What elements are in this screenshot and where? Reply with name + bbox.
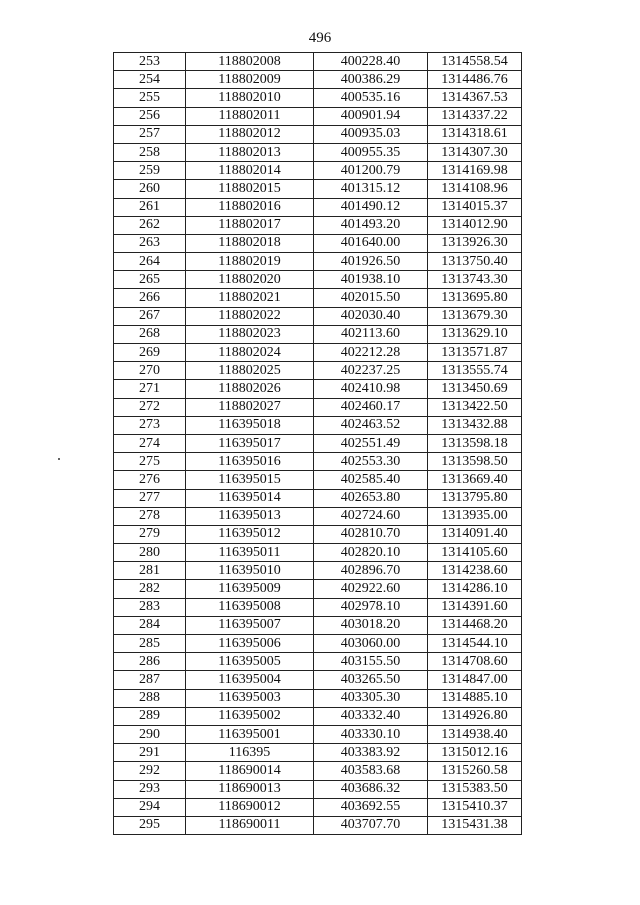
point-id-cell: 116395011: [186, 544, 314, 562]
point-number-cell: 263: [114, 234, 186, 252]
table-row: [114, 89, 522, 107]
y-coordinate-cell: 1315260.58: [428, 762, 522, 780]
table-row: [114, 562, 522, 580]
point-number-cell: 255: [114, 89, 186, 107]
point-number-cell: 262: [114, 216, 186, 234]
x-coordinate-cell: 402724.60: [314, 507, 428, 525]
y-coordinate-cell: 1313926.30: [428, 234, 522, 252]
point-number-cell: 273: [114, 416, 186, 434]
point-number-cell: 277: [114, 489, 186, 507]
point-number-cell: 261: [114, 198, 186, 216]
table-row: [114, 289, 522, 307]
y-coordinate-cell: 1314337.22: [428, 107, 522, 125]
y-coordinate-cell: 1314105.60: [428, 544, 522, 562]
point-id-cell: 118802015: [186, 180, 314, 198]
x-coordinate-cell: 402551.49: [314, 434, 428, 452]
point-number-cell: 260: [114, 180, 186, 198]
stray-mark: [58, 458, 60, 460]
x-coordinate-cell: 401640.00: [314, 234, 428, 252]
point-id-cell: 116395007: [186, 616, 314, 634]
point-id-cell: 118802022: [186, 307, 314, 325]
table-row: [114, 507, 522, 525]
point-id-cell: 116395002: [186, 707, 314, 725]
table-row: [114, 180, 522, 198]
y-coordinate-cell: 1313679.30: [428, 307, 522, 325]
table-row: [114, 325, 522, 343]
point-number-cell: 286: [114, 653, 186, 671]
x-coordinate-cell: 403707.70: [314, 816, 428, 834]
point-id-cell: 116395009: [186, 580, 314, 598]
point-number-cell: 266: [114, 289, 186, 307]
point-id-cell: 118802024: [186, 344, 314, 362]
table-row: [114, 525, 522, 543]
point-id-cell: 118802009: [186, 71, 314, 89]
point-number-cell: 276: [114, 471, 186, 489]
point-number-cell: 290: [114, 725, 186, 743]
point-number-cell: 253: [114, 53, 186, 71]
table-row: [114, 471, 522, 489]
table-row: [114, 53, 522, 71]
x-coordinate-cell: 402585.40: [314, 471, 428, 489]
table-row: [114, 125, 522, 143]
point-number-cell: 269: [114, 344, 186, 362]
y-coordinate-cell: 1315410.37: [428, 798, 522, 816]
y-coordinate-cell: 1313450.69: [428, 380, 522, 398]
point-number-cell: 275: [114, 453, 186, 471]
point-id-cell: 116395016: [186, 453, 314, 471]
x-coordinate-cell: 400535.16: [314, 89, 428, 107]
table-row: [114, 234, 522, 252]
point-id-cell: 118802019: [186, 253, 314, 271]
point-id-cell: 118802008: [186, 53, 314, 71]
y-coordinate-cell: 1314091.40: [428, 525, 522, 543]
point-id-cell: 118802013: [186, 143, 314, 161]
y-coordinate-cell: 1313669.40: [428, 471, 522, 489]
point-id-cell: 118690013: [186, 780, 314, 798]
y-coordinate-cell: 1313795.80: [428, 489, 522, 507]
point-id-cell: 116395006: [186, 635, 314, 653]
table-row: [114, 434, 522, 452]
point-id-cell: 116395014: [186, 489, 314, 507]
y-coordinate-cell: 1314558.54: [428, 53, 522, 71]
table-row: [114, 271, 522, 289]
point-id-cell: 118802025: [186, 362, 314, 380]
table-row: [114, 453, 522, 471]
point-number-cell: 254: [114, 71, 186, 89]
point-id-cell: 118802023: [186, 325, 314, 343]
point-number-cell: 256: [114, 107, 186, 125]
x-coordinate-cell: 402015.50: [314, 289, 428, 307]
y-coordinate-cell: 1314286.10: [428, 580, 522, 598]
point-id-cell: 116395003: [186, 689, 314, 707]
table-row: [114, 362, 522, 380]
y-coordinate-cell: 1315012.16: [428, 744, 522, 762]
point-number-cell: 287: [114, 671, 186, 689]
y-coordinate-cell: 1314012.90: [428, 216, 522, 234]
y-coordinate-cell: 1313743.30: [428, 271, 522, 289]
y-coordinate-cell: 1314544.10: [428, 635, 522, 653]
table-row: [114, 253, 522, 271]
page-number: 496: [308, 30, 332, 46]
point-id-cell: 116395005: [186, 653, 314, 671]
table-row: [114, 598, 522, 616]
table-row: [114, 380, 522, 398]
y-coordinate-cell: 1313598.50: [428, 453, 522, 471]
table-row: [114, 198, 522, 216]
point-number-cell: 279: [114, 525, 186, 543]
point-number-cell: 289: [114, 707, 186, 725]
y-coordinate-cell: 1314318.61: [428, 125, 522, 143]
y-coordinate-cell: 1313571.87: [428, 344, 522, 362]
x-coordinate-cell: 400935.03: [314, 125, 428, 143]
point-number-cell: 258: [114, 143, 186, 161]
y-coordinate-cell: 1314015.37: [428, 198, 522, 216]
table-row: [114, 671, 522, 689]
x-coordinate-cell: 400955.35: [314, 143, 428, 161]
y-coordinate-cell: 1314938.40: [428, 725, 522, 743]
y-coordinate-cell: 1313598.18: [428, 434, 522, 452]
x-coordinate-cell: 402113.60: [314, 325, 428, 343]
x-coordinate-cell: 403692.55: [314, 798, 428, 816]
point-number-cell: 274: [114, 434, 186, 452]
x-coordinate-cell: 402922.60: [314, 580, 428, 598]
table-row: [114, 635, 522, 653]
table-row: [114, 762, 522, 780]
point-id-cell: 118802016: [186, 198, 314, 216]
point-id-cell: 116395018: [186, 416, 314, 434]
x-coordinate-cell: 402463.52: [314, 416, 428, 434]
y-coordinate-cell: 1314468.20: [428, 616, 522, 634]
x-coordinate-cell: 402212.28: [314, 344, 428, 362]
x-coordinate-cell: 403155.50: [314, 653, 428, 671]
point-number-cell: 292: [114, 762, 186, 780]
x-coordinate-cell: 403686.32: [314, 780, 428, 798]
table-row: [114, 143, 522, 161]
table-row: [114, 307, 522, 325]
point-id-cell: 116395015: [186, 471, 314, 489]
table-row: [114, 580, 522, 598]
y-coordinate-cell: 1314169.98: [428, 162, 522, 180]
point-id-cell: 118690011: [186, 816, 314, 834]
point-number-cell: 282: [114, 580, 186, 598]
point-id-cell: 116395012: [186, 525, 314, 543]
x-coordinate-cell: 402978.10: [314, 598, 428, 616]
y-coordinate-cell: 1314926.80: [428, 707, 522, 725]
point-id-cell: 118802010: [186, 89, 314, 107]
table-row: [114, 689, 522, 707]
point-number-cell: 283: [114, 598, 186, 616]
y-coordinate-cell: 1313629.10: [428, 325, 522, 343]
table-row: [114, 707, 522, 725]
coordinates-table: [113, 52, 522, 835]
point-id-cell: 118690014: [186, 762, 314, 780]
point-id-cell: 118802020: [186, 271, 314, 289]
table-row: [114, 744, 522, 762]
y-coordinate-cell: 1315383.50: [428, 780, 522, 798]
point-id-cell: 118802027: [186, 398, 314, 416]
point-number-cell: 264: [114, 253, 186, 271]
point-id-cell: 116395010: [186, 562, 314, 580]
y-coordinate-cell: 1314708.60: [428, 653, 522, 671]
point-id-cell: 116395004: [186, 671, 314, 689]
x-coordinate-cell: 402896.70: [314, 562, 428, 580]
y-coordinate-cell: 1314307.30: [428, 143, 522, 161]
x-coordinate-cell: 402410.98: [314, 380, 428, 398]
point-number-cell: 293: [114, 780, 186, 798]
x-coordinate-cell: 403265.50: [314, 671, 428, 689]
y-coordinate-cell: 1313432.88: [428, 416, 522, 434]
table-row: [114, 653, 522, 671]
point-number-cell: 267: [114, 307, 186, 325]
x-coordinate-cell: 402460.17: [314, 398, 428, 416]
y-coordinate-cell: 1315431.38: [428, 816, 522, 834]
point-number-cell: 278: [114, 507, 186, 525]
x-coordinate-cell: 401938.10: [314, 271, 428, 289]
x-coordinate-cell: 401926.50: [314, 253, 428, 271]
table-row: [114, 816, 522, 834]
point-number-cell: 268: [114, 325, 186, 343]
point-number-cell: 271: [114, 380, 186, 398]
point-id-cell: 118802017: [186, 216, 314, 234]
table-row: [114, 725, 522, 743]
x-coordinate-cell: 403383.92: [314, 744, 428, 762]
point-number-cell: 294: [114, 798, 186, 816]
table-row: [114, 107, 522, 125]
table-row: [114, 216, 522, 234]
point-number-cell: 291: [114, 744, 186, 762]
y-coordinate-cell: 1314108.96: [428, 180, 522, 198]
table-row: [114, 798, 522, 816]
x-coordinate-cell: 403330.10: [314, 725, 428, 743]
x-coordinate-cell: 401490.12: [314, 198, 428, 216]
x-coordinate-cell: 403583.68: [314, 762, 428, 780]
point-number-cell: 257: [114, 125, 186, 143]
point-id-cell: 116395: [186, 744, 314, 762]
point-number-cell: 270: [114, 362, 186, 380]
y-coordinate-cell: 1313695.80: [428, 289, 522, 307]
point-number-cell: 259: [114, 162, 186, 180]
x-coordinate-cell: 401315.12: [314, 180, 428, 198]
y-coordinate-cell: 1314486.76: [428, 71, 522, 89]
x-coordinate-cell: 403332.40: [314, 707, 428, 725]
x-coordinate-cell: 402553.30: [314, 453, 428, 471]
table-row: [114, 71, 522, 89]
x-coordinate-cell: 402237.25: [314, 362, 428, 380]
point-number-cell: 272: [114, 398, 186, 416]
point-number-cell: 280: [114, 544, 186, 562]
table-row: [114, 489, 522, 507]
point-id-cell: 116395017: [186, 434, 314, 452]
point-id-cell: 118802021: [186, 289, 314, 307]
y-coordinate-cell: 1313935.00: [428, 507, 522, 525]
point-id-cell: 118802026: [186, 380, 314, 398]
x-coordinate-cell: 402820.10: [314, 544, 428, 562]
y-coordinate-cell: 1314367.53: [428, 89, 522, 107]
x-coordinate-cell: 400386.29: [314, 71, 428, 89]
table-row: [114, 344, 522, 362]
table-body: [114, 53, 522, 835]
x-coordinate-cell: 403018.20: [314, 616, 428, 634]
point-id-cell: 116395013: [186, 507, 314, 525]
y-coordinate-cell: 1314885.10: [428, 689, 522, 707]
point-id-cell: 118802014: [186, 162, 314, 180]
x-coordinate-cell: 403060.00: [314, 635, 428, 653]
y-coordinate-cell: 1314391.60: [428, 598, 522, 616]
point-id-cell: 118802012: [186, 125, 314, 143]
x-coordinate-cell: 402030.40: [314, 307, 428, 325]
y-coordinate-cell: 1313555.74: [428, 362, 522, 380]
x-coordinate-cell: 400901.94: [314, 107, 428, 125]
point-id-cell: 116395001: [186, 725, 314, 743]
point-number-cell: 288: [114, 689, 186, 707]
y-coordinate-cell: 1313750.40: [428, 253, 522, 271]
x-coordinate-cell: 403305.30: [314, 689, 428, 707]
point-id-cell: 118690012: [186, 798, 314, 816]
x-coordinate-cell: 400228.40: [314, 53, 428, 71]
y-coordinate-cell: 1314847.00: [428, 671, 522, 689]
table-row: [114, 544, 522, 562]
x-coordinate-cell: 402810.70: [314, 525, 428, 543]
table-row: [114, 398, 522, 416]
point-number-cell: 265: [114, 271, 186, 289]
table-row: [114, 616, 522, 634]
point-number-cell: 281: [114, 562, 186, 580]
x-coordinate-cell: 401200.79: [314, 162, 428, 180]
table-row: [114, 416, 522, 434]
point-number-cell: 284: [114, 616, 186, 634]
y-coordinate-cell: 1314238.60: [428, 562, 522, 580]
y-coordinate-cell: 1313422.50: [428, 398, 522, 416]
table-row: [114, 162, 522, 180]
point-number-cell: 295: [114, 816, 186, 834]
point-number-cell: 285: [114, 635, 186, 653]
point-id-cell: 116395008: [186, 598, 314, 616]
x-coordinate-cell: 402653.80: [314, 489, 428, 507]
table-row: [114, 780, 522, 798]
point-id-cell: 118802011: [186, 107, 314, 125]
x-coordinate-cell: 401493.20: [314, 216, 428, 234]
point-id-cell: 118802018: [186, 234, 314, 252]
